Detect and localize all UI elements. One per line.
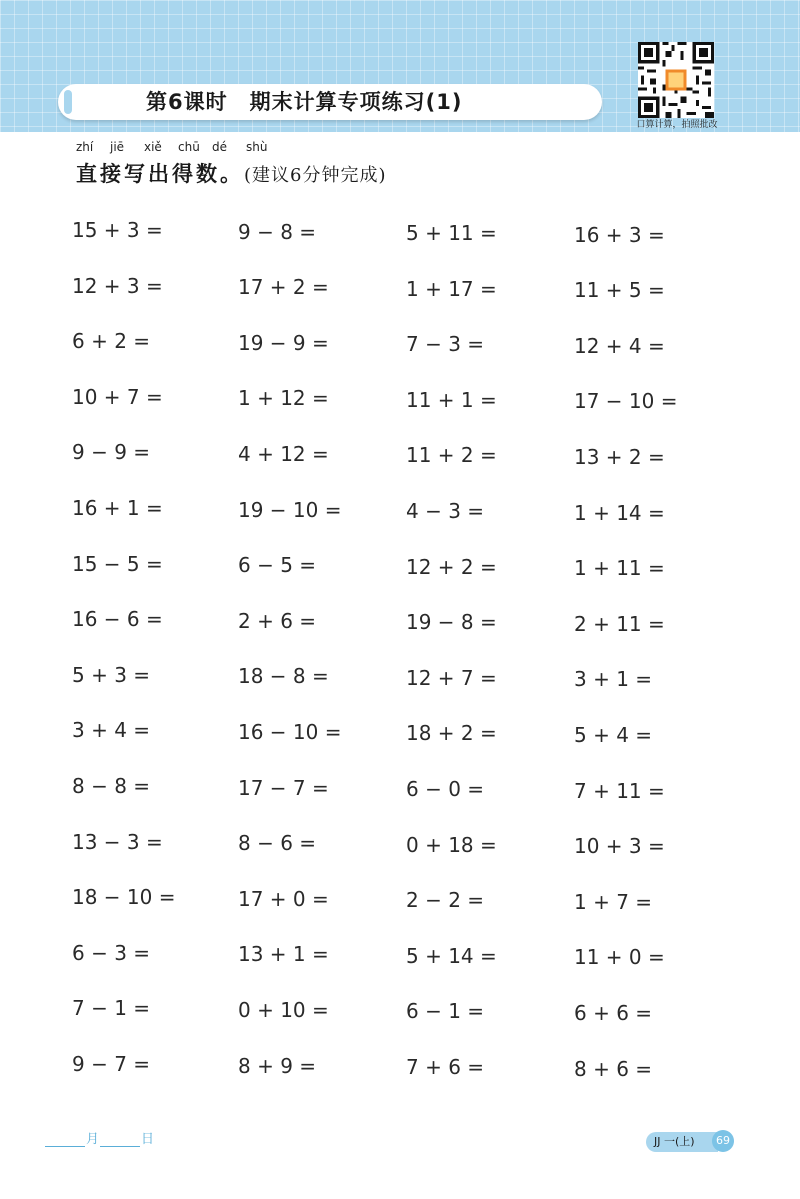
math-problem[interactable]: 15 − 5 = xyxy=(72,552,163,576)
math-problem[interactable]: 19 − 8 = xyxy=(406,610,497,634)
math-problem[interactable]: 0 + 10 = xyxy=(238,998,329,1022)
math-problem[interactable]: 6 − 3 = xyxy=(72,941,151,965)
math-problem[interactable]: 13 + 1 = xyxy=(238,942,329,966)
grade-tab: JJ 一(上) xyxy=(646,1132,718,1152)
math-problem[interactable]: 6 + 6 = xyxy=(574,1001,653,1025)
math-problem[interactable]: 0 + 18 = xyxy=(406,833,497,857)
math-problem[interactable]: 1 + 7 = xyxy=(574,890,653,914)
math-problem[interactable]: 12 + 2 = xyxy=(406,555,497,579)
math-problem[interactable]: 9 − 7 = xyxy=(72,1052,151,1076)
math-problem[interactable]: 19 − 10 = xyxy=(238,498,342,522)
day-blank[interactable] xyxy=(100,1134,140,1147)
math-problem[interactable]: 17 + 2 = xyxy=(238,275,329,299)
instruction-text: 直接写出得数。 xyxy=(76,162,244,186)
math-problem[interactable]: 8 + 9 = xyxy=(238,1054,317,1078)
math-problem[interactable]: 6 + 2 = xyxy=(72,329,151,353)
math-problem[interactable]: 6 − 0 = xyxy=(406,777,485,801)
math-problem[interactable]: 6 − 1 = xyxy=(406,999,485,1023)
pinyin-syllable: chū xyxy=(178,140,200,154)
math-problem[interactable]: 8 − 6 = xyxy=(238,831,317,855)
math-problem[interactable]: 16 − 10 = xyxy=(238,720,342,744)
instruction xyxy=(76,158,387,188)
math-problem[interactable]: 4 + 12 = xyxy=(238,442,329,466)
math-problem[interactable]: 5 + 14 = xyxy=(406,944,497,968)
math-problem[interactable]: 3 + 1 = xyxy=(574,667,653,691)
math-problem[interactable]: 5 + 11 = xyxy=(406,221,497,245)
math-problem[interactable]: 12 + 3 = xyxy=(72,274,163,298)
math-problem[interactable]: 17 + 0 = xyxy=(238,887,329,911)
math-problem[interactable]: 3 + 4 = xyxy=(72,718,151,742)
math-problem[interactable]: 11 + 0 = xyxy=(574,945,665,969)
math-problem[interactable]: 9 − 9 = xyxy=(72,440,151,464)
math-problem[interactable]: 12 + 4 = xyxy=(574,334,665,358)
math-problem[interactable]: 11 + 1 = xyxy=(406,388,497,412)
pinyin-syllable: jiē xyxy=(110,140,125,154)
math-problem[interactable]: 18 + 2 = xyxy=(406,721,497,745)
math-problem[interactable]: 13 + 2 = xyxy=(574,445,665,469)
math-problem[interactable]: 18 − 8 = xyxy=(238,664,329,688)
math-problem[interactable]: 15 + 3 = xyxy=(72,218,163,242)
math-problem[interactable]: 16 + 1 = xyxy=(72,496,163,520)
title-label: 期末计算专项练习(1) xyxy=(249,90,463,114)
math-problem[interactable]: 18 − 10 = xyxy=(72,885,176,909)
math-problem[interactable]: 7 − 1 = xyxy=(72,996,151,1020)
math-problem[interactable]: 8 − 8 = xyxy=(72,774,151,798)
math-problem[interactable]: 11 + 5 = xyxy=(574,278,665,302)
instruction-pinyin xyxy=(76,140,267,154)
pinyin-syllable: xiě xyxy=(144,140,162,154)
math-problem[interactable]: 10 + 7 = xyxy=(72,385,163,409)
math-problem[interactable]: 2 − 2 = xyxy=(406,888,485,912)
math-problem[interactable]: 7 − 3 = xyxy=(406,332,485,356)
month-blank[interactable] xyxy=(45,1134,85,1147)
math-problem[interactable]: 2 + 6 = xyxy=(238,609,317,633)
qr-caption: 口算计算，拍照批改 xyxy=(636,120,718,130)
math-problem[interactable]: 8 + 6 = xyxy=(574,1057,653,1081)
math-problem[interactable]: 5 + 3 = xyxy=(72,663,151,687)
math-problem[interactable]: 12 + 7 = xyxy=(406,666,497,690)
pinyin-syllable: dé xyxy=(212,140,227,154)
math-problem[interactable]: 17 − 7 = xyxy=(238,776,329,800)
math-problem[interactable]: 4 − 3 = xyxy=(406,499,485,523)
pinyin-syllable: shù xyxy=(246,140,268,154)
day-label: 日 xyxy=(141,1132,155,1147)
math-problem[interactable]: 1 + 12 = xyxy=(238,386,329,410)
math-problem[interactable]: 19 − 9 = xyxy=(238,331,329,355)
math-problem[interactable]: 10 + 3 = xyxy=(574,834,665,858)
math-problem[interactable]: 11 + 2 = xyxy=(406,443,497,467)
math-problem[interactable]: 16 − 6 = xyxy=(72,607,163,631)
pinyin-syllable: zhí xyxy=(76,140,94,154)
date-field xyxy=(44,1128,154,1147)
qr-code-icon[interactable] xyxy=(638,42,714,118)
lesson-label: 第6课时 xyxy=(146,90,228,114)
page-number: 69 xyxy=(712,1130,734,1152)
math-problem[interactable]: 9 − 8 = xyxy=(238,220,317,244)
math-problem[interactable]: 1 + 11 = xyxy=(574,556,665,580)
math-problem[interactable]: 1 + 14 = xyxy=(574,501,665,525)
month-label: 月 xyxy=(86,1132,100,1147)
math-problem[interactable]: 1 + 17 = xyxy=(406,277,497,301)
math-problem[interactable]: 5 + 4 = xyxy=(574,723,653,747)
page-title xyxy=(146,86,462,118)
math-problem[interactable]: 7 + 11 = xyxy=(574,779,665,803)
math-problem[interactable]: 16 + 3 = xyxy=(574,223,665,247)
instruction-note: (建议6分钟完成) xyxy=(244,165,387,186)
math-problem[interactable]: 6 − 5 = xyxy=(238,553,317,577)
math-problem[interactable]: 2 + 11 = xyxy=(574,612,665,636)
math-problem[interactable]: 13 − 3 = xyxy=(72,830,163,854)
math-problem[interactable]: 7 + 6 = xyxy=(406,1055,485,1079)
math-problem[interactable]: 17 − 10 = xyxy=(574,389,678,413)
